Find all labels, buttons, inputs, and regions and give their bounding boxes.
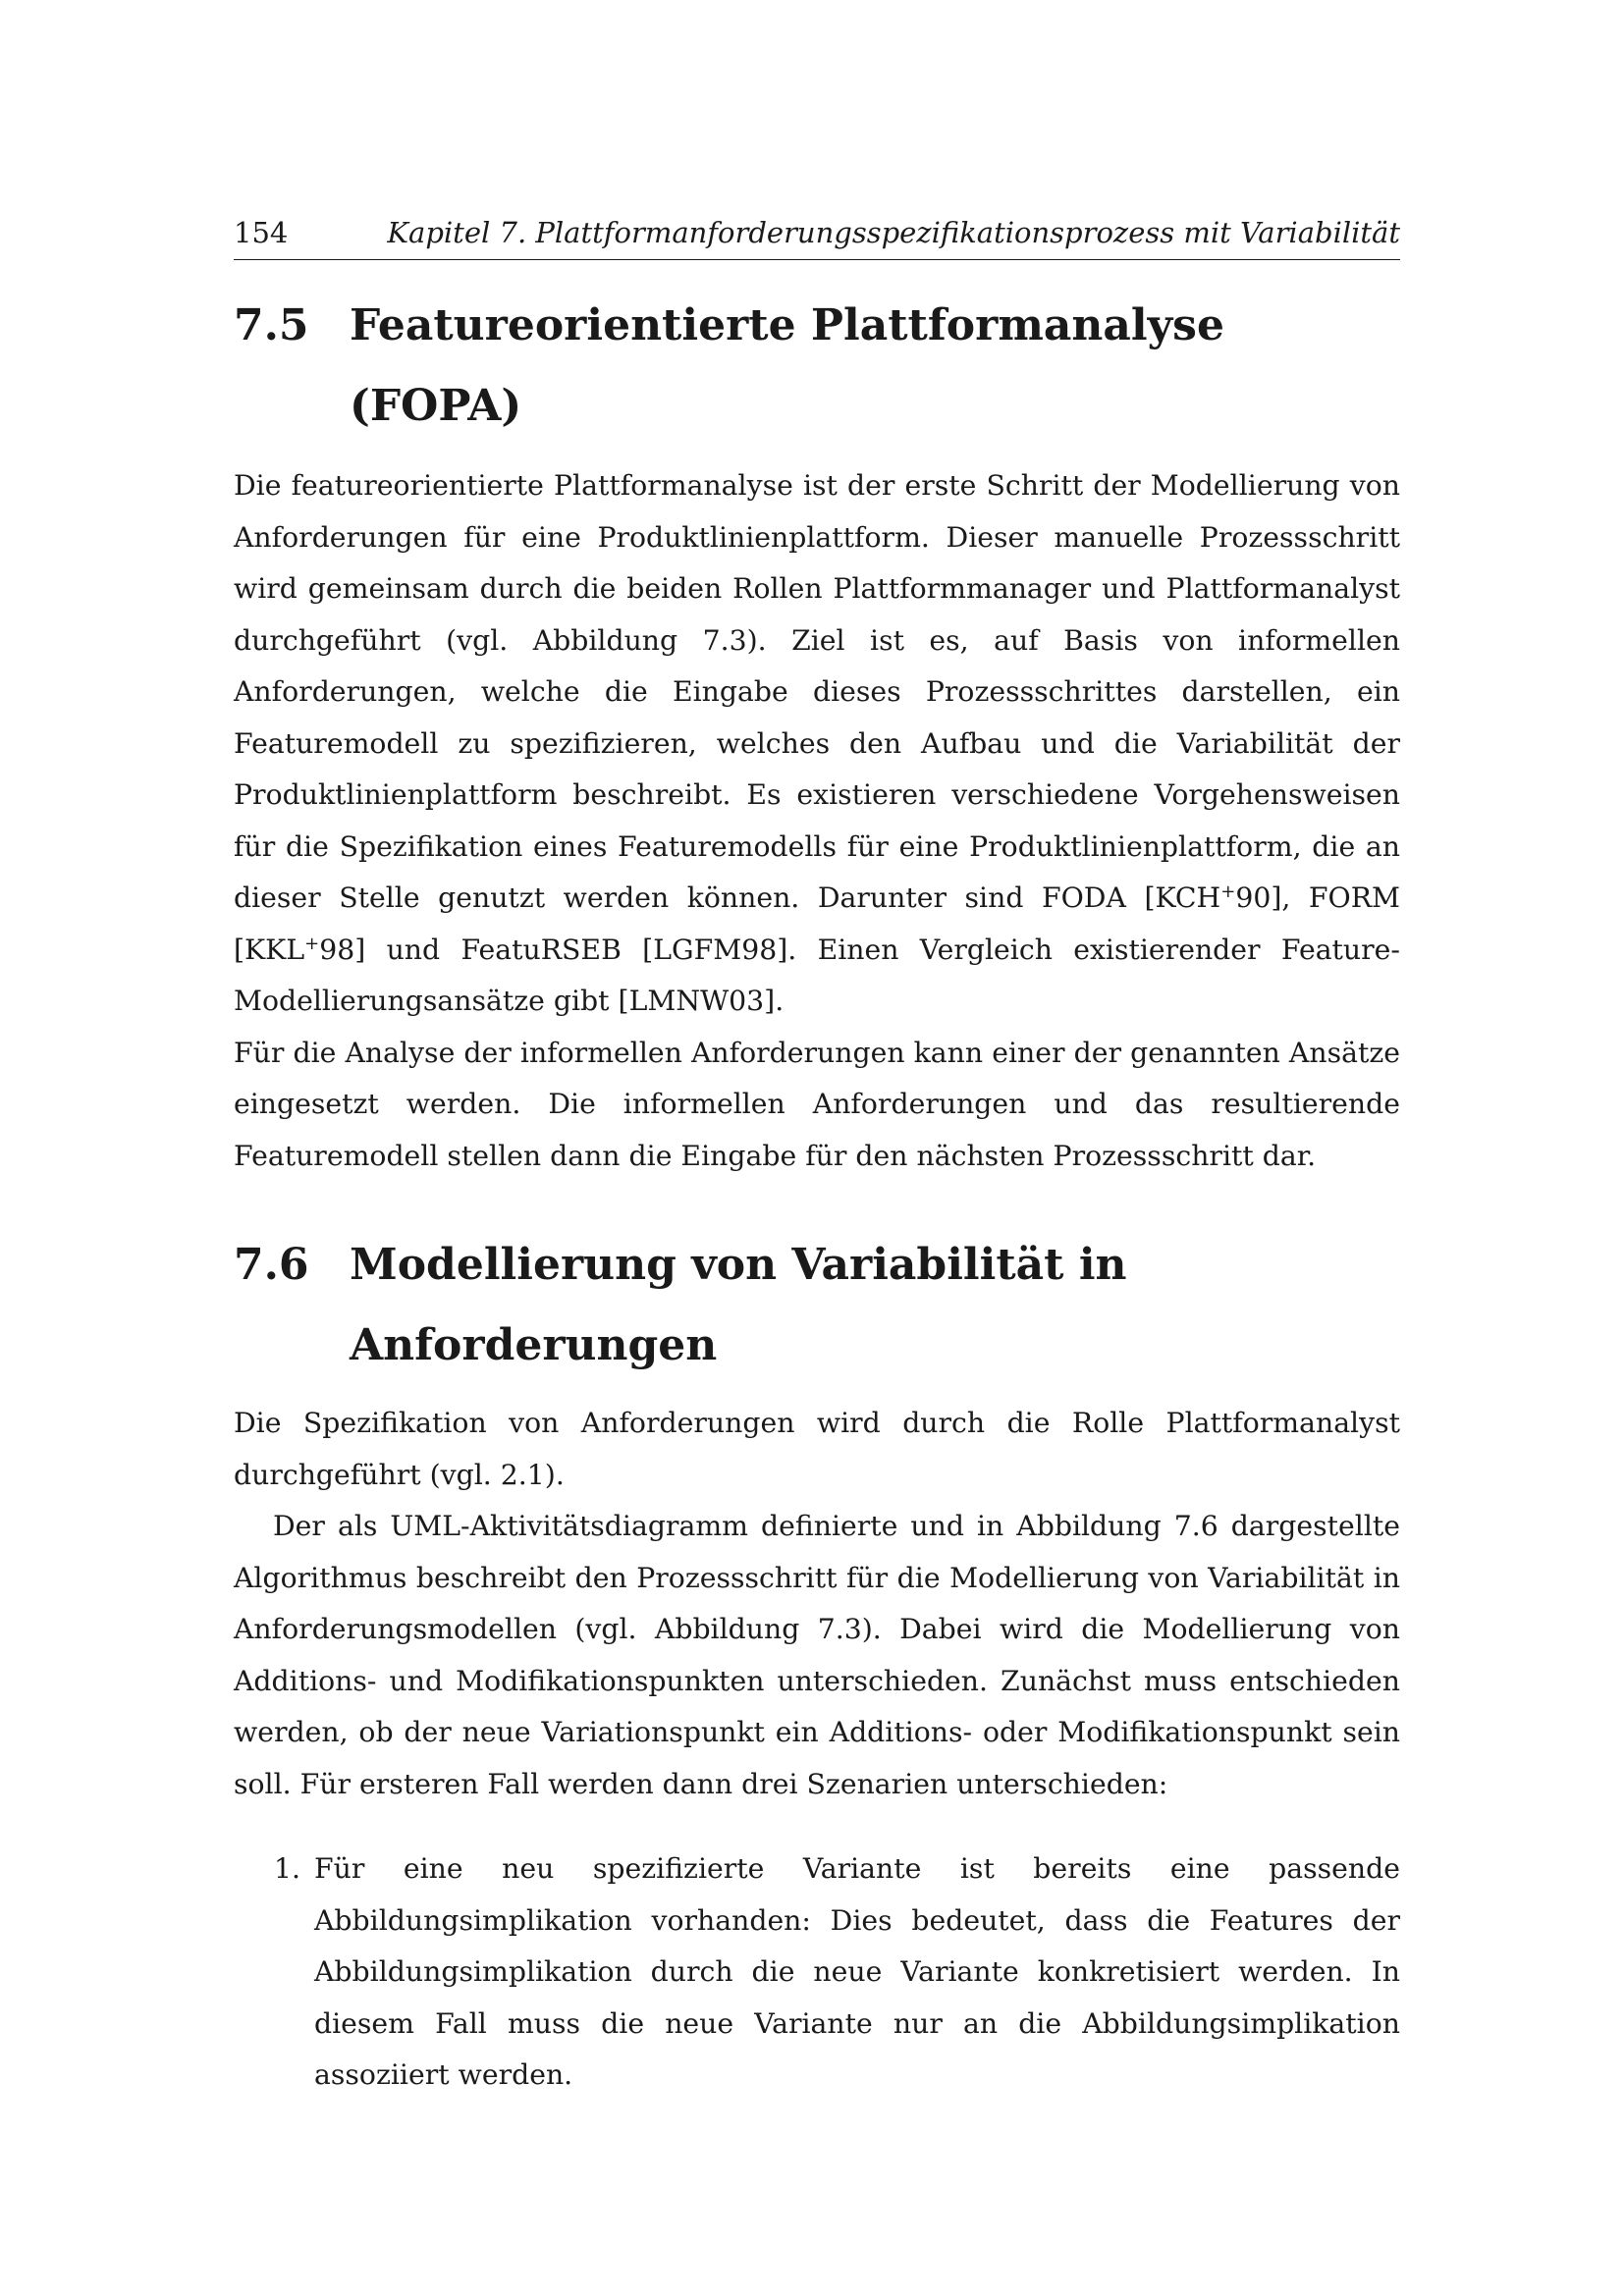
text-run: 90], FORM [KKL <box>234 881 1400 966</box>
paragraph <box>234 460 1400 1028</box>
section-heading-7-6 <box>234 1225 1400 1386</box>
superscript: + <box>304 933 320 954</box>
superscript: + <box>1220 881 1236 902</box>
enumerated-list <box>234 1843 1400 2102</box>
section-number: 7.5 <box>234 300 309 350</box>
list-marker: 1. <box>274 1852 300 1885</box>
running-head <box>234 216 1400 260</box>
paragraph: Der als UML-Aktivitätsdiagramm definierte und in Abbildung 7.6 dargestellte Algorithmus beschreibt den Prozessschritt für die Modellierung von Variabilität in Anforderungsmodellen (vgl. Abbildung 7.3). Dabei wird die Modellierung von Additions- und Modifikationspunkten unterschieden. Zunächst muss entschieden werden, ob der neue Variationspunkt ein Additions- oder Modifikationspunkt sein soll. Für ersteren Fall werden dann drei Szenarien unterschieden: <box>234 1510 1400 1800</box>
list-item-text: Für eine neu spezifizierte Variante ist bereits eine passende Abbildungsimplikation vorhanden: Dies bedeutet, dass die Features der Abbildungsimplikation durch die neue Variante konkretisiert werden. In diesem Fall muss die neue Variante nur an die Abbildungsimplikation assoziiert werden. <box>314 1852 1400 2091</box>
section-heading-7-5 <box>234 286 1400 447</box>
chapter-title: Kapitel 7. Plattformanforderungsspezifikationsprozess mit Variabilität <box>387 216 1400 249</box>
section-title: Featureorientierte Plattformanalyse (FOPA) <box>350 300 1224 431</box>
section-title: Modellierung von Variabilität in Anforderungen <box>350 1240 1127 1370</box>
page-number: 154 <box>234 216 289 249</box>
section-number: 7.6 <box>234 1240 309 1290</box>
page <box>234 216 1400 2102</box>
list-item <box>234 1843 1400 2102</box>
paragraph: Für die Analyse der informellen Anforderungen kann einer der genannten Ansätze eingesetzt werden. Die informellen Anforderungen und das resultierende Featuremodell stellen dann die Eingabe für den nächsten Prozessschritt dar. <box>234 1036 1400 1172</box>
paragraph: Die Spezifikation von Anforderungen wird durch die Rolle Plattformanalyst durchgeführt (vgl. 2.1). <box>234 1407 1400 1491</box>
text-run: Die featureorientierte Plattformanalyse ist der erste Schritt der Modellierung von Anforderungen für eine Produktlinienplattform. Dieser manuelle Prozessschritt wird gemeinsam durch die beiden Rollen Plattformmanager und Plattformanalyst durchgeführt (vgl. Abbildung 7.3). Ziel ist es, auf Basis von informellen Anforderungen, welche die Eingabe dieses Prozessschrittes darstellen, ein Featuremodell zu spezifizieren, welches den Aufbau und die Variabilität der Produktlinienplattform beschreibt. Es existieren verschiedene Vorgehensweisen für die Spezifikation eines Featuremodells für eine Produktlinienplattform, die an dieser Stelle genutzt werden können. Darunter sind FODA [KCH <box>234 469 1400 914</box>
text-run: 98] und FeatuRSEB [LGFM98]. Einen Vergleich existierender Feature-Modellierungsansätze gibt [LMNW03]. <box>234 933 1400 1017</box>
